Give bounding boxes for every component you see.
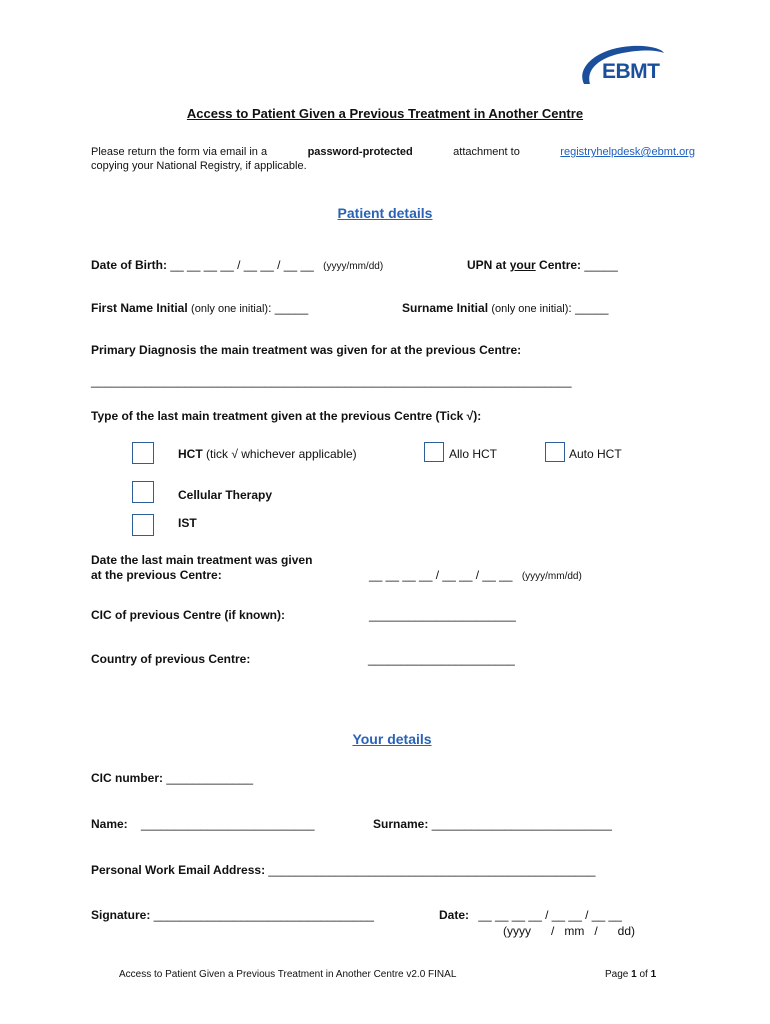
upn-label-post: Centre:	[539, 258, 582, 272]
cic-number-field[interactable]: _____________	[166, 771, 254, 785]
intro-line-2: copying your National Registry, if applicable.	[91, 160, 307, 172]
footer-page-current: 1	[631, 969, 637, 980]
auto-hct-checkbox[interactable]	[545, 442, 565, 462]
cellular-therapy-label: Cellular Therapy	[178, 488, 273, 502]
date-row	[439, 908, 622, 922]
upn-label-your: your	[509, 258, 536, 272]
surname-initial-hint: (only one initial)	[491, 303, 569, 315]
page-title: Access to Patient Given a Previous Treatment in Another Centre	[186, 106, 584, 121]
dob-field[interactable]: __ __ __ __ / __ __ / __ __	[170, 258, 314, 272]
intro-text-pre: Please return the form via email in a	[91, 146, 268, 158]
signature-row	[91, 908, 374, 922]
allo-hct-checkbox[interactable]	[424, 442, 444, 462]
allo-hct-label: Allo HCT	[449, 447, 498, 461]
surname-field[interactable]: ___________________________	[431, 817, 612, 831]
your-details-heading: Your details	[352, 731, 432, 747]
first-initial-label: First Name Initial	[91, 301, 188, 315]
email-label: Personal Work Email Address:	[91, 863, 266, 877]
email-row	[91, 863, 595, 877]
logo-text: EBMT	[602, 60, 660, 83]
surname-initial-field[interactable]: : _____	[568, 301, 609, 315]
dob-label: Date of Birth:	[91, 258, 167, 272]
date-field[interactable]: __ __ __ __ / __ __ / __ __	[478, 908, 622, 922]
signature-field[interactable]: _________________________________	[153, 908, 374, 922]
footer-doc-name: Access to Patient Given a Previous Treatment in Another Centre v2.0 FINAL	[119, 969, 457, 980]
upn-row	[467, 258, 618, 272]
cic-number-label: CIC number:	[91, 771, 163, 785]
country-previous-label: Country of previous Centre:	[91, 652, 251, 666]
treatment-type-label: Type of the last main treatment given at the previous Centre (Tick √):	[91, 409, 482, 423]
footer-page-number	[605, 969, 656, 980]
hct-label: HCT	[178, 447, 203, 461]
date-last-treatment-field[interactable]: __ __ __ __ / __ __ / __ __	[369, 568, 513, 582]
name-field[interactable]: __________________________	[141, 817, 315, 831]
intro-text-bold: password-protected	[307, 146, 413, 158]
country-previous-field[interactable]: ______________________	[368, 652, 515, 666]
footer-page-of: of	[639, 969, 648, 980]
date-format: (yyyy / mm / dd)	[503, 924, 636, 938]
name-label: Name:	[91, 817, 128, 831]
intro-text-mid: attachment to	[453, 146, 520, 158]
cic-previous-field[interactable]: ______________________	[369, 608, 516, 622]
first-initial-field[interactable]: : _____	[268, 301, 309, 315]
ist-label: IST	[178, 516, 197, 530]
date-last-treatment-row	[369, 568, 582, 582]
cic-previous-label: CIC of previous Centre (if known):	[91, 608, 286, 622]
surname-label: Surname:	[373, 817, 429, 831]
intro-line-1	[91, 146, 695, 158]
ebmt-logo	[574, 40, 670, 96]
signature-label: Signature:	[91, 908, 151, 922]
date-last-treatment-label-1: Date the last main treatment was given	[91, 553, 313, 567]
name-row	[91, 817, 315, 831]
hct-hint: (tick √ whichever applicable)	[206, 447, 357, 461]
primary-diagnosis-label: Primary Diagnosis the main treatment was given for at the previous Centre:	[91, 343, 522, 357]
email-field[interactable]: _________________________________________________	[268, 863, 596, 877]
footer-page-label: Page	[605, 969, 629, 980]
date-last-treatment-format: (yyyy/mm/dd)	[521, 571, 582, 582]
helpdesk-email-link[interactable]: registryhelpdesk@ebmt.org	[560, 146, 695, 158]
cic-number-row	[91, 771, 253, 785]
cellular-therapy-checkbox[interactable]	[132, 481, 154, 503]
dob-format: (yyyy/mm/dd)	[323, 261, 384, 272]
dob-row	[91, 258, 383, 272]
surname-initial-row	[402, 301, 608, 315]
hct-checkbox[interactable]	[132, 442, 154, 464]
primary-diagnosis-field[interactable]: ________________________________________________________________________	[91, 374, 572, 388]
patient-details-heading: Patient details	[337, 205, 433, 221]
first-initial-hint: (only one initial)	[191, 303, 269, 315]
surname-initial-label: Surname Initial	[402, 301, 489, 315]
date-last-treatment-label-2: at the previous Centre:	[91, 568, 222, 582]
first-initial-row	[91, 301, 308, 315]
auto-hct-label: Auto HCT	[569, 447, 622, 461]
upn-field[interactable]: _____	[584, 258, 618, 272]
footer-page-total: 1	[650, 969, 657, 980]
ist-checkbox[interactable]	[132, 514, 154, 536]
hct-row	[178, 447, 357, 461]
surname-row	[373, 817, 612, 831]
date-label: Date:	[439, 908, 470, 922]
upn-label-pre: UPN at	[467, 258, 507, 272]
